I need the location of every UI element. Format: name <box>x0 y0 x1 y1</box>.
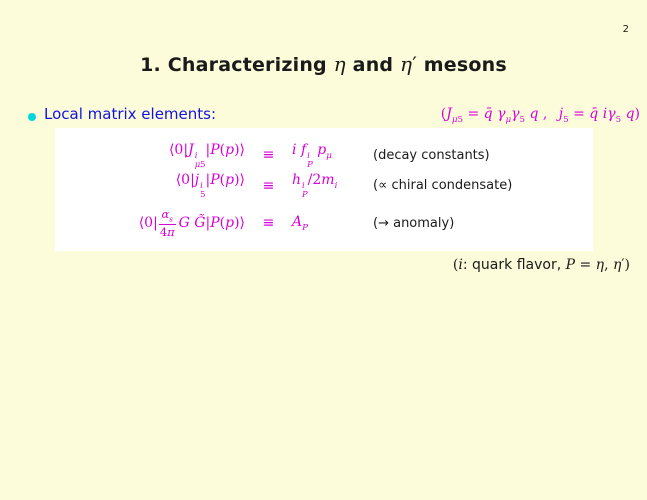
equation-3-equiv-sign: ≡ <box>262 215 275 231</box>
equation-3-lhs-post: G G̃|P(p)⟩ <box>178 214 245 231</box>
footnote-plain-text: : quark flavor, <box>462 257 566 273</box>
equation-1-note: (decay constants) <box>373 147 490 163</box>
fraction-alpha-s-over-4pi <box>159 207 176 240</box>
footnote-math-open: (i <box>452 257 463 273</box>
equation-2-equiv-sign: ≡ <box>262 177 275 194</box>
fraction-numerator: $\alpha_s$ <box>161 206 173 224</box>
current-definitions-note: ($J_{\mu 5}$ = q̄ $\gamma_\mu\gamma_5$ q , $j_5$ = q̄ $i\gamma_5$ q) <box>440 106 640 125</box>
title-text-pre: 1. Characterizing <box>140 54 334 76</box>
bullet-label: Local matrix elements: <box>44 105 217 123</box>
title-text-post: mesons <box>416 54 507 76</box>
equation-2-rhs: h i P $/2m_i$ <box>292 172 338 200</box>
footnote <box>453 257 630 273</box>
fraction-denominator: 4π <box>159 224 175 239</box>
equation-1-rhs: i f i P $p_\mu$ <box>292 141 332 169</box>
equation-3-note: (→ anomaly) <box>373 215 455 231</box>
equation-3-rhs: $A_P$ <box>292 213 308 233</box>
equation-3-lhs-pre: ⟨0| <box>138 214 158 231</box>
equation-1-equiv-sign: ≡ <box>262 147 275 163</box>
equation-3-lhs <box>55 207 245 240</box>
equation-2-note: (∝ chiral condensate) <box>373 178 513 193</box>
footnote-math-close: P = η, η′) <box>565 257 630 273</box>
page-number: 2 <box>622 24 629 35</box>
slide-title <box>0 52 647 76</box>
title-math-eta: η <box>333 52 346 76</box>
equations-panel <box>55 128 593 251</box>
equations-grid <box>55 128 593 245</box>
equation-2-lhs: ⟨0|j i 5 |P(p)⟩ <box>175 172 245 200</box>
bullet-icon <box>28 113 36 121</box>
equation-1-lhs: ⟨0|J i μ5 |P(p)⟩ <box>168 141 245 169</box>
title-text-mid: and <box>345 54 401 76</box>
title-math-eta-prime: η′ <box>400 52 417 76</box>
